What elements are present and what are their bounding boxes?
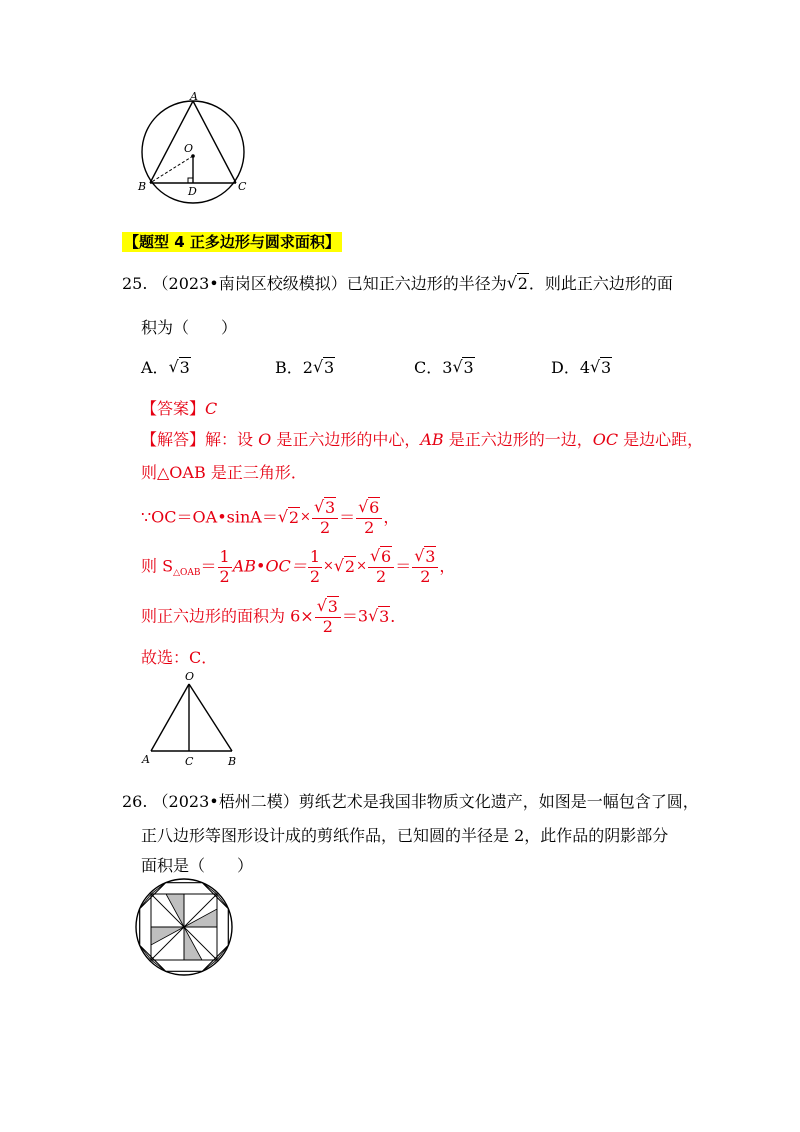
option-b-sqrt: √ 3 bbox=[313, 358, 335, 378]
answer-line bbox=[141, 399, 217, 419]
q25-radius-sqrt: √ 2 bbox=[507, 274, 529, 294]
solution-line1: 【解答】解：设 O 是正六边形的中心，AB 是正六边形的一边，OC 是边心距， bbox=[141, 430, 704, 449]
q25-source: （2023•南岗区校级模拟） bbox=[152, 274, 347, 293]
q26-line3: 面积是（ ） bbox=[141, 856, 254, 875]
solution-line3: ∵OC＝OA•sinA＝√ 2× √ $\frac{3}{2}$ ＝ √ $\frac{6}{2}$ ， bbox=[141, 498, 399, 537]
answer-value: C bbox=[205, 399, 218, 418]
label-o: O bbox=[185, 670, 195, 683]
label-c: C bbox=[185, 755, 194, 768]
solution-line2: 则△OAB 是正三角形． bbox=[141, 463, 307, 482]
option-c-sqrt: √ 3 bbox=[452, 358, 474, 378]
label-a: A bbox=[142, 753, 150, 766]
solution-tag: 【解答】 bbox=[141, 430, 206, 449]
q25-option-c[interactable]: C．3√ 3 bbox=[414, 358, 475, 378]
q25-option-a[interactable] bbox=[141, 358, 191, 378]
label-d: D bbox=[188, 185, 197, 198]
q25-stem-a: 已知正六边形的半径为 bbox=[346, 274, 507, 293]
option-a-label: A． bbox=[141, 358, 169, 377]
q26-source: （2023•梧州二模） bbox=[152, 792, 299, 811]
solution-line5: 则正六边形的面积为 6× √ $\frac{3}{2}$ ＝3√ 3． bbox=[141, 597, 406, 636]
side-ac bbox=[193, 101, 236, 183]
label-b: B bbox=[138, 180, 147, 193]
solution-line6: 故选：C． bbox=[141, 648, 218, 667]
label-o: O bbox=[184, 142, 194, 155]
option-d-label: D． bbox=[551, 358, 580, 377]
solution-line4: 则 $S_{\triangle OAB}=$ $\frac{1}{2}$ AB•OC＝ $\frac{1}{2}$ ×√ 2× √ $\frac{6}{2}$ ＝ √ $\frac{3}{2}$ ， bbox=[141, 547, 455, 586]
q25-option-d[interactable]: D．4√ 3 bbox=[551, 358, 612, 378]
side-ob bbox=[189, 684, 232, 751]
section-title-text: 【题型 4 正多边形与圆求面积】 bbox=[124, 233, 340, 251]
option-c-label: C． bbox=[414, 358, 443, 377]
q25-line2: 积为（ ） bbox=[141, 318, 238, 337]
q26-number: 26. bbox=[122, 792, 148, 811]
answer-tag: 【答案】 bbox=[141, 399, 206, 418]
right-angle-mark bbox=[188, 178, 193, 183]
section-title bbox=[122, 232, 342, 252]
q26-line2: 正八边形等图形设计成的剪纸作品，已知圆的半径是 2，此作品的阴影部分 bbox=[141, 826, 669, 845]
figure-papercut bbox=[133, 876, 235, 978]
side-oa bbox=[151, 684, 189, 751]
q26-line1: 26. （2023•梧州二模）剪纸艺术是我国非物质文化遗产，如图是一幅包含了圆， bbox=[122, 792, 699, 811]
option-d-sqrt: √ 3 bbox=[590, 358, 612, 378]
q25-line1 bbox=[122, 274, 673, 294]
q25-option-b[interactable]: B．2√ 3 bbox=[275, 358, 335, 378]
figure-triangle-oab bbox=[130, 668, 250, 772]
q25-stem-b: ．则此正六边形的面 bbox=[528, 274, 673, 293]
option-a-sqrt: √ 3 bbox=[169, 358, 191, 378]
label-a: A bbox=[190, 92, 198, 103]
q25-number: 25. bbox=[122, 274, 148, 293]
label-b: B bbox=[228, 755, 237, 768]
figure-circle-triangle bbox=[130, 92, 260, 210]
option-b-label: B． bbox=[275, 358, 303, 377]
label-c: C bbox=[238, 180, 247, 193]
